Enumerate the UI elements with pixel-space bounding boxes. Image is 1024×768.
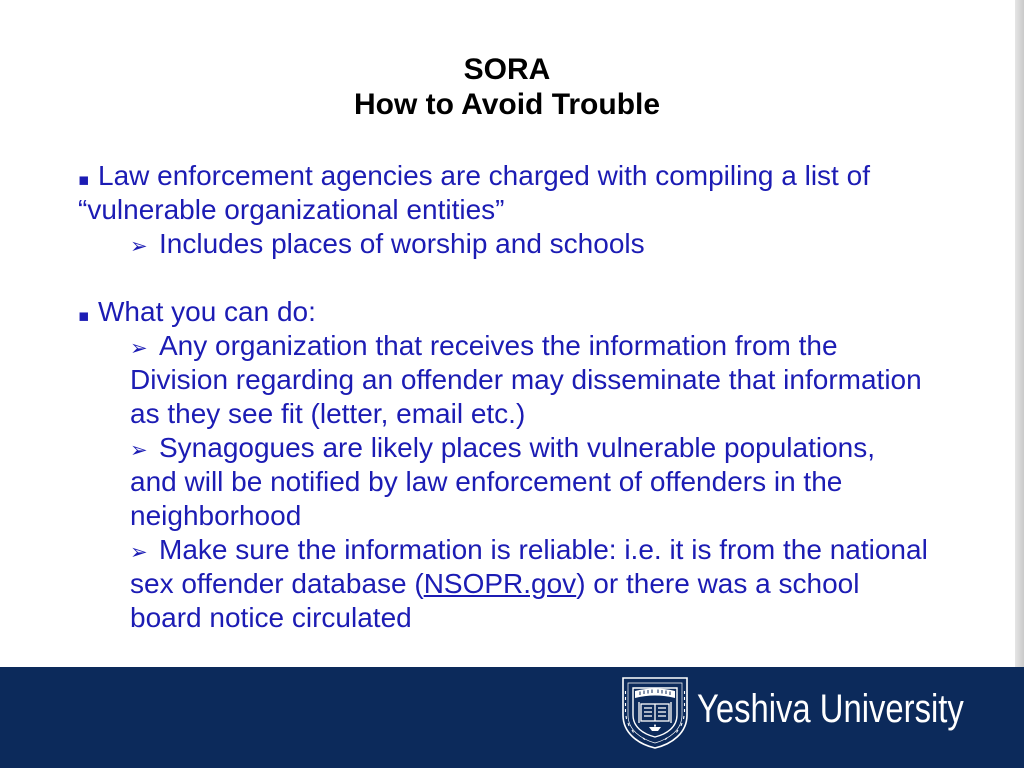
sub-bullet-text: Synagogues are likely places with vulnerable populations, — [159, 432, 875, 463]
sub-bullet-2-2-line-2 — [0, 465, 1014, 499]
sub-bullet-text: and will be notified by law enforcement of offenders in the — [130, 466, 843, 497]
slide-edge-shadow — [1015, 0, 1024, 667]
sub-bullet-1-1-line-1 — [0, 227, 1014, 261]
bullet-1-line-1 — [0, 159, 1014, 193]
sub-bullet-text: Includes places of worship and schools — [159, 228, 645, 259]
slide-title — [0, 52, 1014, 122]
bullet-1-line-2 — [0, 193, 1014, 227]
sub-bullet-text: sex offender database ( — [130, 568, 424, 599]
bullet-text: Law enforcement agencies are charged with compiling a list of — [98, 160, 870, 191]
sub-bullet-text: Any organization that receives the information from the — [159, 330, 838, 361]
sub-bullet-2-1-line-2 — [0, 363, 1014, 397]
sub-bullet-2-3-line-2 — [0, 567, 1014, 601]
title-line-2: How to Avoid Trouble — [353, 88, 661, 121]
arrow-bullet-icon: ➢ — [130, 540, 148, 564]
sub-bullet-text: ) or there was a school — [576, 568, 860, 599]
nsopr-link[interactable]: NSOPR.gov — [423, 568, 577, 599]
lamp-icon — [649, 724, 661, 731]
sub-bullet-text: Make sure the information is reliable: i.e. it is from the national — [159, 534, 928, 565]
sub-bullet-2-3-line-3 — [0, 601, 1014, 635]
sub-bullet-text: Division regarding an offender may disseminate that information — [130, 364, 922, 395]
arrow-bullet-icon: ➢ — [130, 336, 148, 360]
square-bullet-icon: ▪ — [78, 306, 90, 326]
arrow-bullet-icon: ➢ — [130, 234, 148, 258]
square-bullet-icon: ▪ — [78, 170, 90, 190]
torah-scroll-icon — [639, 702, 671, 723]
paragraph-gap — [0, 261, 1014, 295]
sub-bullet-text: board notice circulated — [130, 602, 412, 633]
sub-bullet-2-3-line-1 — [0, 533, 1014, 567]
sub-bullet-2-2-line-3 — [0, 499, 1014, 533]
yeshiva-university-shield-icon — [619, 675, 691, 751]
sub-bullet-2-1-line-3 — [0, 397, 1014, 431]
bullet-text: “vulnerable organizational entities” — [78, 194, 505, 225]
sub-bullet-text: as they see fit (letter, email etc.) — [130, 398, 526, 429]
title-line-1: SORA — [463, 53, 551, 86]
sub-bullet-2-1-line-1 — [0, 329, 1014, 363]
bullet-text: What you can do: — [98, 296, 316, 327]
sub-bullet-text: neighborhood — [130, 500, 302, 531]
university-name: Yeshiva University — [697, 687, 964, 731]
shield-banner — [635, 689, 675, 699]
sub-bullet-2-2-line-1 — [0, 431, 1014, 465]
bullet-2-line-1 — [0, 295, 1014, 329]
arrow-bullet-icon: ➢ — [130, 438, 148, 462]
slide-body — [0, 159, 1014, 635]
